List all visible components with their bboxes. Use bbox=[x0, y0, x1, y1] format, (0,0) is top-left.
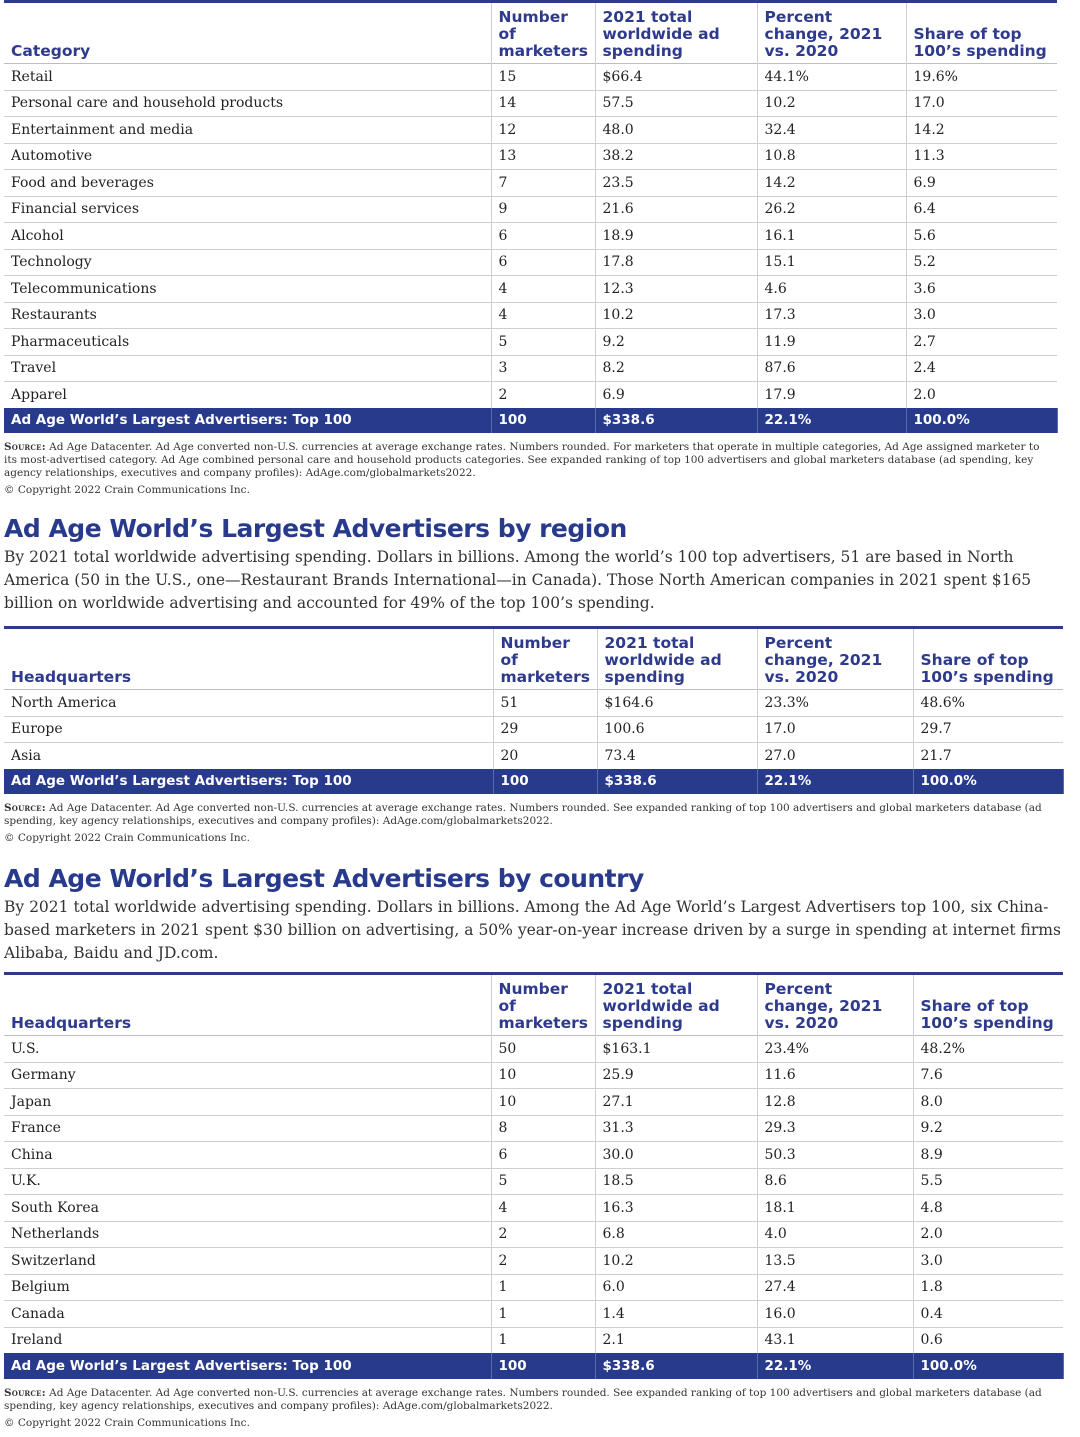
table-body bbox=[4, 690, 1063, 795]
table-cell: 20 bbox=[493, 743, 597, 769]
table-cell: 7.6 bbox=[913, 1062, 1063, 1089]
table-cell: South Korea bbox=[4, 1195, 491, 1222]
table-row bbox=[4, 1248, 1063, 1275]
col-header: 2021 total worldwide ad spending bbox=[595, 974, 757, 1036]
table-cell: 3.0 bbox=[906, 302, 1057, 329]
table-cell: 50.3 bbox=[757, 1142, 913, 1169]
table-cell: Belgium bbox=[4, 1274, 491, 1301]
table-cell: 23.3% bbox=[757, 690, 913, 717]
table-cell: 5.6 bbox=[906, 223, 1057, 250]
col-header: Headquarters bbox=[4, 974, 491, 1036]
table-cell: 4 bbox=[491, 1195, 595, 1222]
table-cell: 11.3 bbox=[906, 143, 1057, 170]
table-row bbox=[4, 1221, 1063, 1248]
table-cell: 3 bbox=[491, 355, 595, 382]
col-header: Percent change, 2021 vs. 2020 bbox=[757, 2, 906, 64]
table-cell: 48.0 bbox=[595, 117, 757, 144]
table-cell: 5 bbox=[491, 1168, 595, 1195]
table-cell: 2 bbox=[491, 382, 595, 408]
table-cell: 17.9 bbox=[757, 382, 906, 408]
total-cell: 100.0% bbox=[913, 1353, 1063, 1379]
table-row bbox=[4, 1327, 1063, 1353]
table-cell: 5 bbox=[491, 329, 595, 356]
table-cell: 9 bbox=[491, 196, 595, 223]
table-cell: 31.3 bbox=[595, 1115, 757, 1142]
category-section bbox=[4, 0, 1058, 496]
table-cell: 48.2% bbox=[913, 1036, 1063, 1063]
table-cell: 1 bbox=[491, 1327, 595, 1353]
table-cell: 18.9 bbox=[595, 223, 757, 250]
country-table bbox=[4, 972, 1064, 1379]
table-row bbox=[4, 170, 1057, 197]
table-cell: 4 bbox=[491, 302, 595, 329]
table-cell: Pharmaceuticals bbox=[4, 329, 491, 356]
table-row bbox=[4, 143, 1057, 170]
total-cell: Ad Age World’s Largest Advertisers: Top 100 bbox=[4, 408, 491, 434]
total-cell: 22.1% bbox=[757, 769, 913, 795]
table-cell: $66.4 bbox=[595, 64, 757, 91]
table-cell: 21.7 bbox=[913, 743, 1063, 769]
table-cell: $163.1 bbox=[595, 1036, 757, 1063]
total-cell: $338.6 bbox=[595, 1353, 757, 1379]
col-header: Number of marketers bbox=[491, 974, 595, 1036]
table-cell: 5.5 bbox=[913, 1168, 1063, 1195]
table-cell: 6.9 bbox=[595, 382, 757, 408]
table-cell: Personal care and household products bbox=[4, 90, 491, 117]
section-intro: By 2021 total worldwide advertising spending. Dollars in billions. Among the Ad Age World’s Largest Advertisers top 100, six China-based marketers in 2021 spent $30 billion on advertising, a 50% year-on-year increase driven by a surge in spending at internet firms Alibaba, Baidu and JD.com. bbox=[4, 898, 1061, 962]
source-note bbox=[4, 1387, 1054, 1413]
table-cell: 2.1 bbox=[595, 1327, 757, 1353]
table-cell: 25.9 bbox=[595, 1062, 757, 1089]
table-cell: 13 bbox=[491, 143, 595, 170]
source-note bbox=[4, 441, 1054, 480]
col-header: Share of top 100’s spending bbox=[920, 997, 1054, 1032]
table-cell: Canada bbox=[4, 1301, 491, 1328]
col-header: 2021 total worldwide ad spending bbox=[597, 628, 757, 690]
table-cell: 15.1 bbox=[757, 249, 906, 276]
section-intro: By 2021 total worldwide advertising spending. Dollars in billions. Among the world’s 100 top advertisers, 51 are based in North America (50 in the U.S., one—Restaurant Brands International—in Canada). Those North American companies in 2021 spent $165 billion on worldwide advertising and accounted for 49% of the top 100’s spending. bbox=[4, 548, 1032, 612]
table-cell: 1.8 bbox=[913, 1274, 1063, 1301]
table-cell: Restaurants bbox=[4, 302, 491, 329]
table-cell: 4.0 bbox=[757, 1221, 913, 1248]
copyright: © Copyright 2022 Crain Communications Inc. bbox=[4, 1416, 250, 1429]
col-header: Number of marketers bbox=[493, 628, 597, 690]
table-cell: 10.2 bbox=[595, 302, 757, 329]
table-cell: 87.6 bbox=[757, 355, 906, 382]
total-cell: 100 bbox=[491, 408, 595, 434]
table-cell: 23.4% bbox=[757, 1036, 913, 1063]
table-cell: 43.1 bbox=[757, 1327, 913, 1353]
region-table-wrap bbox=[4, 626, 1064, 844]
table-cell: 10 bbox=[491, 1089, 595, 1116]
source-note bbox=[4, 802, 1054, 828]
table-cell: 8.9 bbox=[913, 1142, 1063, 1169]
table-cell: 14 bbox=[491, 90, 595, 117]
table-cell: 29.3 bbox=[757, 1115, 913, 1142]
table-cell: Retail bbox=[4, 64, 491, 91]
table-row bbox=[4, 223, 1057, 250]
source-text: Ad Age Datacenter. Ad Age converted non-U.S. currencies at average exchange rates. Numbers rounded. See expanded ranking of top 100 advertisers and global marketers database (ad spending, key agency relationships, executives and company profiles): AdAge.com/globalmarkets2022. bbox=[4, 802, 1042, 827]
table-row bbox=[4, 302, 1057, 329]
table-cell: U.S. bbox=[4, 1036, 491, 1063]
country-section bbox=[4, 864, 1064, 965]
table-cell: 44.1% bbox=[757, 64, 906, 91]
col-header: Share of top 100’s spending bbox=[913, 25, 1047, 60]
table-cell: 17.0 bbox=[757, 716, 913, 743]
table-row bbox=[4, 743, 1063, 769]
table-cell: 6.8 bbox=[595, 1221, 757, 1248]
source-text: Ad Age Datacenter. Ad Age converted non-U.S. currencies at average exchange rates. Numbers rounded. See expanded ranking of top 100 advertisers and global marketers database (ad spending, key agency relationships, executives and company profiles): AdAge.com/globalmarkets2022. bbox=[4, 1386, 1042, 1412]
table-cell: Ireland bbox=[4, 1327, 491, 1353]
table-cell: 6.4 bbox=[906, 196, 1057, 223]
total-cell: 100.0% bbox=[913, 769, 1063, 795]
table-cell: 26.2 bbox=[757, 196, 906, 223]
table-body bbox=[4, 1036, 1063, 1379]
table-cell: 1 bbox=[491, 1274, 595, 1301]
table-cell: 29.7 bbox=[913, 716, 1063, 743]
table-cell: $164.6 bbox=[597, 690, 757, 717]
table-cell: 2 bbox=[491, 1221, 595, 1248]
table-cell: 14.2 bbox=[906, 117, 1057, 144]
table-row bbox=[4, 355, 1057, 382]
total-cell: $338.6 bbox=[595, 408, 757, 434]
table-row bbox=[4, 716, 1063, 743]
table-row bbox=[4, 196, 1057, 223]
country-table-wrap bbox=[4, 972, 1064, 1429]
table-cell: Travel bbox=[4, 355, 491, 382]
table-cell: 12.3 bbox=[595, 276, 757, 303]
table-cell: 2.4 bbox=[906, 355, 1057, 382]
table-row bbox=[4, 1062, 1063, 1089]
table-cell: 3.0 bbox=[913, 1248, 1063, 1275]
section-heading: Ad Age World’s Largest Advertisers by region bbox=[4, 514, 627, 543]
table-cell: Apparel bbox=[4, 382, 491, 408]
total-cell: Ad Age World’s Largest Advertisers: Top 100 bbox=[4, 1353, 491, 1379]
total-row bbox=[4, 408, 1057, 434]
table-cell: 30.0 bbox=[595, 1142, 757, 1169]
table-cell: 11.6 bbox=[757, 1062, 913, 1089]
col-header: Share of top 100’s spending bbox=[920, 651, 1054, 686]
col-header: Percent change, 2021 vs. 2020 bbox=[757, 628, 913, 690]
table-cell: Financial services bbox=[4, 196, 491, 223]
table-cell: 19.6% bbox=[906, 64, 1057, 91]
table-cell: 27.0 bbox=[757, 743, 913, 769]
table-cell: 6.0 bbox=[595, 1274, 757, 1301]
table-row bbox=[4, 690, 1063, 717]
table-cell: Germany bbox=[4, 1062, 491, 1089]
total-cell: 100.0% bbox=[906, 408, 1057, 434]
table-cell: 50 bbox=[491, 1036, 595, 1063]
table-row bbox=[4, 1274, 1063, 1301]
table-cell: Telecommunications bbox=[4, 276, 491, 303]
table-cell: Food and beverages bbox=[4, 170, 491, 197]
table-cell: 1.4 bbox=[595, 1301, 757, 1328]
total-cell: Ad Age World’s Largest Advertisers: Top 100 bbox=[4, 769, 493, 795]
table-cell: Asia bbox=[4, 743, 493, 769]
table-row bbox=[4, 1142, 1063, 1169]
table-cell: 21.6 bbox=[595, 196, 757, 223]
table-cell: 1 bbox=[491, 1301, 595, 1328]
table-cell: 6 bbox=[491, 1142, 595, 1169]
table-row bbox=[4, 90, 1057, 117]
total-row bbox=[4, 1353, 1063, 1379]
table-cell: Entertainment and media bbox=[4, 117, 491, 144]
table-cell: 6 bbox=[491, 249, 595, 276]
table-cell: Europe bbox=[4, 716, 493, 743]
table-cell: 9.2 bbox=[913, 1115, 1063, 1142]
table-cell: 32.4 bbox=[757, 117, 906, 144]
table-cell: France bbox=[4, 1115, 491, 1142]
table-cell: 12 bbox=[491, 117, 595, 144]
table-cell: 4 bbox=[491, 276, 595, 303]
table-cell: 29 bbox=[493, 716, 597, 743]
table-cell: Netherlands bbox=[4, 1221, 491, 1248]
table-cell: 12.8 bbox=[757, 1089, 913, 1116]
table-cell: 48.6% bbox=[913, 690, 1063, 717]
table-cell: 4.6 bbox=[757, 276, 906, 303]
table-cell: 4.8 bbox=[913, 1195, 1063, 1222]
table-row bbox=[4, 329, 1057, 356]
table-row bbox=[4, 249, 1057, 276]
table-row bbox=[4, 382, 1057, 408]
table-cell: 100.6 bbox=[597, 716, 757, 743]
table-cell: 6.9 bbox=[906, 170, 1057, 197]
table-cell: 8.2 bbox=[595, 355, 757, 382]
table-cell: 17.8 bbox=[595, 249, 757, 276]
table-cell: 17.3 bbox=[757, 302, 906, 329]
total-cell: 100 bbox=[493, 769, 597, 795]
table-cell: 16.0 bbox=[757, 1301, 913, 1328]
table-cell: 10.8 bbox=[757, 143, 906, 170]
table-row bbox=[4, 1195, 1063, 1222]
table-cell: 18.1 bbox=[757, 1195, 913, 1222]
section-heading: Ad Age World’s Largest Advertisers by country bbox=[4, 864, 644, 893]
category-table bbox=[4, 0, 1058, 433]
table-cell: Automotive bbox=[4, 143, 491, 170]
table-cell: 73.4 bbox=[597, 743, 757, 769]
table-cell: China bbox=[4, 1142, 491, 1169]
table-row bbox=[4, 1168, 1063, 1195]
table-cell: 2.7 bbox=[906, 329, 1057, 356]
region-section bbox=[4, 514, 1064, 615]
total-cell: 22.1% bbox=[757, 408, 906, 434]
table-cell: 8.6 bbox=[757, 1168, 913, 1195]
source-label: Source: bbox=[4, 1386, 46, 1399]
region-table bbox=[4, 626, 1064, 794]
table-cell: U.K. bbox=[4, 1168, 491, 1195]
table-cell: 11.9 bbox=[757, 329, 906, 356]
table-cell: 51 bbox=[493, 690, 597, 717]
total-cell: $338.6 bbox=[597, 769, 757, 795]
table-cell: 9.2 bbox=[595, 329, 757, 356]
table-body bbox=[4, 64, 1057, 434]
total-cell: 100 bbox=[491, 1353, 595, 1379]
col-header: 2021 total worldwide ad spending bbox=[595, 2, 757, 64]
table-cell: 57.5 bbox=[595, 90, 757, 117]
table-cell: 15 bbox=[491, 64, 595, 91]
table-cell: 10.2 bbox=[595, 1248, 757, 1275]
table-cell: 16.3 bbox=[595, 1195, 757, 1222]
total-row bbox=[4, 769, 1063, 795]
total-cell: 22.1% bbox=[757, 1353, 913, 1379]
table-cell: 8 bbox=[491, 1115, 595, 1142]
table-cell: 23.5 bbox=[595, 170, 757, 197]
col-header: Percent change, 2021 vs. 2020 bbox=[757, 974, 913, 1036]
table-cell: 2 bbox=[491, 1248, 595, 1275]
table-row bbox=[4, 1036, 1063, 1063]
source-label: Source: bbox=[4, 802, 46, 814]
copyright: © Copyright 2022 Crain Communications Inc. bbox=[4, 832, 250, 844]
table-cell: 13.5 bbox=[757, 1248, 913, 1275]
table-cell: Alcohol bbox=[4, 223, 491, 250]
table-cell: 7 bbox=[491, 170, 595, 197]
col-header: Category bbox=[4, 2, 491, 64]
table-row bbox=[4, 64, 1057, 91]
source-label: Source: bbox=[4, 441, 46, 453]
source-text: Ad Age Datacenter. Ad Age converted non-U.S. currencies at average exchange rates. Numbers rounded. For marketers that operate in multiple categories, Ad Age assigned marketer to its most-advertised category. Ad Age combined personal care and household products categories. See expanded ranking of top 100 advertisers and global marketers database (ad spending, key agency relationships, executives and company profiles): AdAge.com/globalmarkets2022. bbox=[4, 441, 1040, 479]
copyright: © Copyright 2022 Crain Communications Inc. bbox=[4, 484, 250, 496]
table-cell: 2.0 bbox=[913, 1221, 1063, 1248]
table-cell: 16.1 bbox=[757, 223, 906, 250]
table-cell: 8.0 bbox=[913, 1089, 1063, 1116]
table-cell: 27.1 bbox=[595, 1089, 757, 1116]
table-row bbox=[4, 117, 1057, 144]
table-cell: 0.6 bbox=[913, 1327, 1063, 1353]
table-cell: 5.2 bbox=[906, 249, 1057, 276]
col-header: Headquarters bbox=[4, 628, 493, 690]
table-cell: 0.4 bbox=[913, 1301, 1063, 1328]
table-cell: 38.2 bbox=[595, 143, 757, 170]
table-cell: 27.4 bbox=[757, 1274, 913, 1301]
table-cell: 14.2 bbox=[757, 170, 906, 197]
table-cell: 3.6 bbox=[906, 276, 1057, 303]
table-row bbox=[4, 1301, 1063, 1328]
table-cell: 17.0 bbox=[906, 90, 1057, 117]
table-row bbox=[4, 1115, 1063, 1142]
table-cell: 18.5 bbox=[595, 1168, 757, 1195]
table-cell: Switzerland bbox=[4, 1248, 491, 1275]
table-cell: Japan bbox=[4, 1089, 491, 1116]
table-cell: 10 bbox=[491, 1062, 595, 1089]
table-cell: 10.2 bbox=[757, 90, 906, 117]
table-cell: 6 bbox=[491, 223, 595, 250]
table-cell: 2.0 bbox=[906, 382, 1057, 408]
table-cell: Technology bbox=[4, 249, 491, 276]
col-header: Number of marketers bbox=[491, 2, 595, 64]
table-row bbox=[4, 276, 1057, 303]
table-cell: North America bbox=[4, 690, 493, 717]
table-row bbox=[4, 1089, 1063, 1116]
